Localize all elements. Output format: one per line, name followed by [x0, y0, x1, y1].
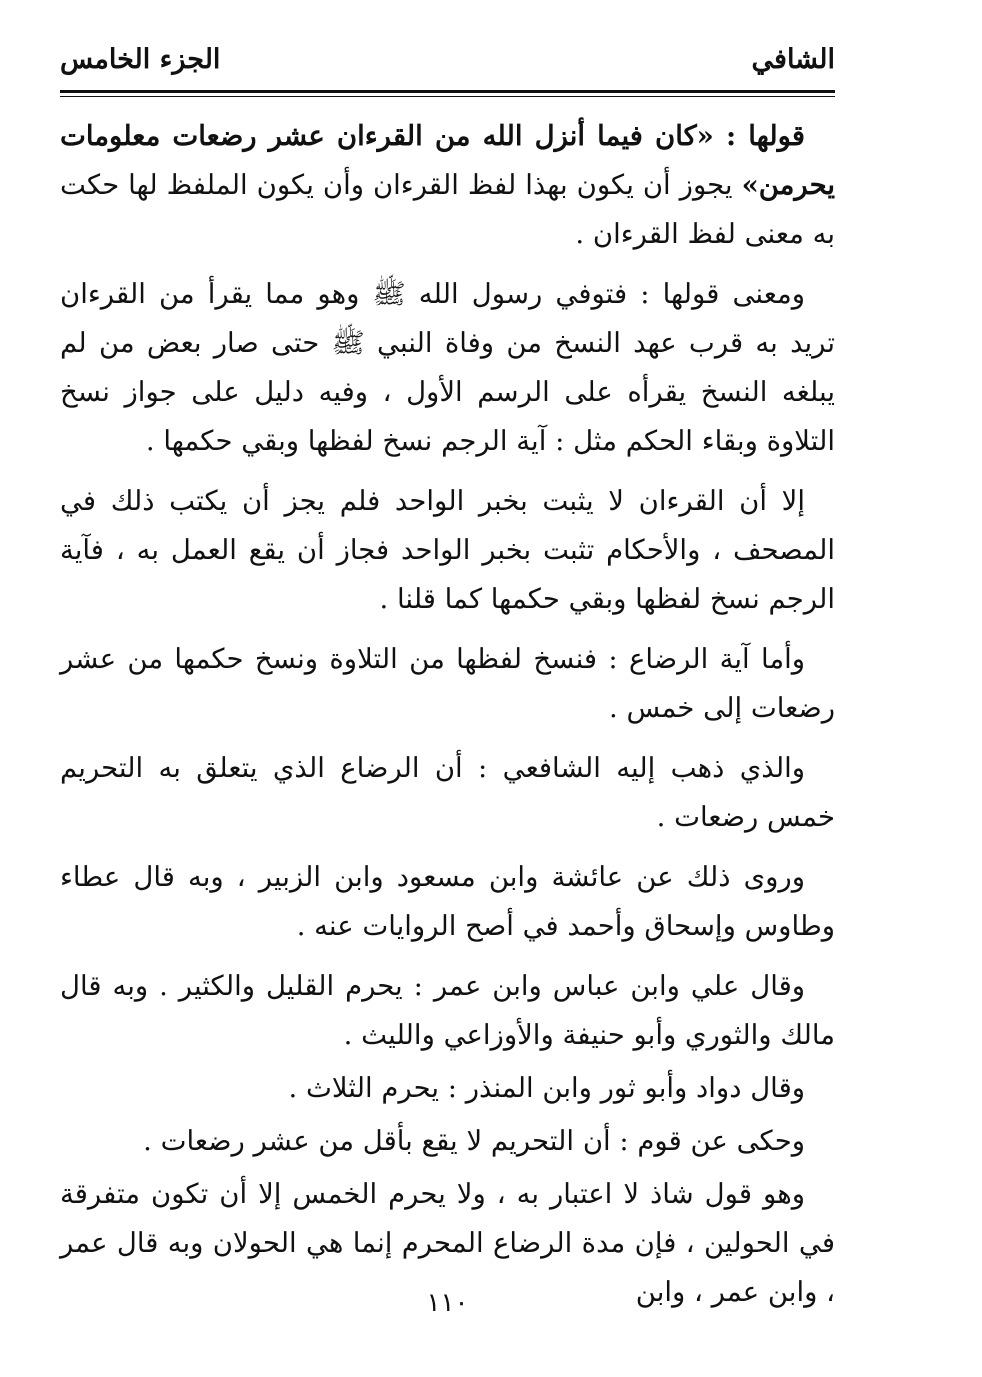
header-book-title: الشافي [751, 44, 835, 75]
paragraph [60, 112, 835, 259]
paragraph: وهو قول شاذ لا اعتبار به ، ولا يحرم الخمس إلا أن تكون متفرقة في الحولين ، فإن مدة الرضاع المحرم إنما هي الحولان وبه قال عمر ، وابن عمر ، وابن [60, 1178, 835, 1308]
quoted-hadith: قولها : «كان فيما أنزل الله من القرءان عشر رضعات معلومات يحرمن» [60, 120, 835, 201]
paragraph: والذي ذهب إليه الشافعي : أن الرضاع الذي يتعلق به التحريم خمس رضعات . [60, 752, 835, 833]
paragraph: ومعنى قولها : فتوفي رسول الله ﷺ وهو مما يقرأ من القرءان تريد به قرب عهد النسخ من وفاة النبي ﷺ حتى صار بعض من لم يبلغه النسخ يقرأه على الرسم الأول ، وفيه دليل على جواز نسخ التلاوة وبقاء الحكم مثل : آية الرجم نسخ لفظها وبقي حكمها . [60, 278, 835, 457]
header-volume-title: الجزء الخامس [60, 44, 221, 75]
page-body [60, 112, 835, 1328]
running-header [60, 40, 835, 92]
paragraph: وحكى عن قوم : أن التحريم لا يقع بأقل من عشر رضعات . [143, 1125, 805, 1157]
paragraph: وروى ذلك عن عائشة وابن مسعود وابن الزبير ، وبه قال عطاء وطاوس وإسحاق وأحمد في أصح الروايات عنه . [60, 861, 835, 942]
paragraph: وقال دواد وأبو ثور وابن المنذر : يحرم الثلاث . [288, 1072, 805, 1104]
paragraph: وأما آية الرضاع : فنسخ لفظها من التلاوة ونسخ حكمها من عشر رضعات إلى خمس . [60, 643, 835, 724]
paragraph: وقال علي وابن عباس وابن عمر : يحرم القليل والكثير . وبه قال مالك والثوري وأبو حنيفة والأوزاعي والليث . [60, 970, 835, 1051]
page-number: ١١٠ [426, 1288, 469, 1318]
header-rule-thick [60, 90, 835, 93]
header-rule-thin [60, 96, 835, 97]
paragraph-text: يجوز أن يكون بهذا لفظ القرءان وأن يكون الملفظ لها حكت به معنى لفظ القرءان . [60, 169, 835, 250]
paragraph: إلا أن القرءان لا يثبت بخبر الواحد فلم يجز أن يكتب ذلك في المصحف ، والأحكام تثبت بخبر الواحد فجاز أن يقع العمل به ، فآية الرجم نسخ لفظها وبقي حكمها كما قلنا . [60, 485, 835, 615]
book-page [60, 40, 835, 1340]
